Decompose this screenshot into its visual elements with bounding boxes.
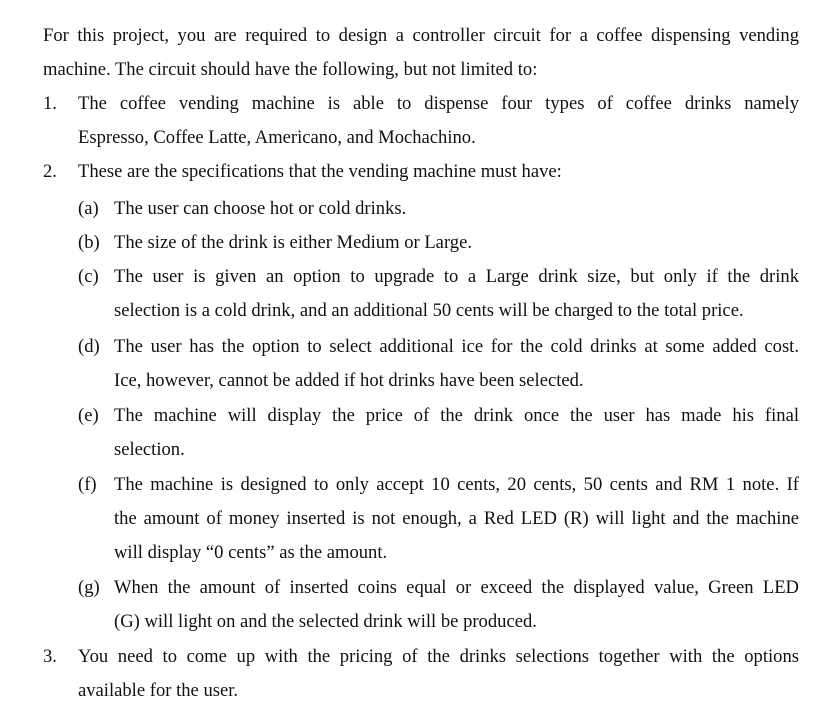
item-2-line-1: These are the specifications that the vending machine must have: (78, 161, 562, 182)
list-number-3: 3. (43, 646, 57, 667)
subitem-f-line-3: will display “0 cents” as the amount. (114, 542, 388, 563)
intro-line-2: machine. The circuit should have the following, but not limited to: (43, 59, 538, 80)
subitem-label-d: (d) (78, 336, 100, 357)
subitem-a-line-1: The user can choose hot or cold drinks. (114, 198, 407, 219)
subitem-e-line-2: selection. (114, 439, 185, 460)
subitem-label-a: (a) (78, 198, 99, 219)
list-number-2: 2. (43, 161, 57, 182)
subitem-d-line-2: Ice, however, cannot be added if hot drinks have been selected. (114, 370, 584, 391)
subitem-label-e: (e) (78, 405, 99, 426)
subitem-b-line-1: The size of the drink is either Medium or Large. (114, 232, 472, 253)
subitem-d-line-1: The user has the option to select additional ice for the cold drinks at some added cost. (114, 336, 799, 357)
subitem-c-line-1: The user is given an option to upgrade to a Large drink size, but only if the drink (114, 266, 799, 287)
list-number-1: 1. (43, 93, 57, 114)
subitem-g-line-2: (G) will light on and the selected drink will be produced. (114, 611, 537, 632)
item-1-line-2: Espresso, Coffee Latte, Americano, and Mochachino. (78, 127, 476, 148)
item-3-line-1: You need to come up with the pricing of the drinks selections together with the options (78, 646, 799, 667)
subitem-g-line-1: When the amount of inserted coins equal or exceed the displayed value, Green LED (114, 577, 799, 598)
subitem-f-line-2: the amount of money inserted is not enough, a Red LED (R) will light and the machine (114, 508, 799, 529)
subitem-e-line-1: The machine will display the price of the drink once the user has made his final (114, 405, 799, 426)
subitem-label-g: (g) (78, 577, 100, 598)
subitem-label-f: (f) (78, 474, 97, 495)
item-1-line-1: The coffee vending machine is able to dispense four types of coffee drinks namely (78, 93, 799, 114)
subitem-f-line-1: The machine is designed to only accept 10 cents, 20 cents, 50 cents and RM 1 note. If (114, 474, 799, 495)
subitem-c-line-2: selection is a cold drink, and an additional 50 cents will be charged to the total price. (114, 300, 744, 321)
intro-line-1: For this project, you are required to design a controller circuit for a coffee dispensing vending (43, 25, 799, 46)
item-3-line-2: available for the user. (78, 680, 239, 701)
subitem-label-b: (b) (78, 232, 100, 253)
subitem-label-c: (c) (78, 266, 99, 287)
